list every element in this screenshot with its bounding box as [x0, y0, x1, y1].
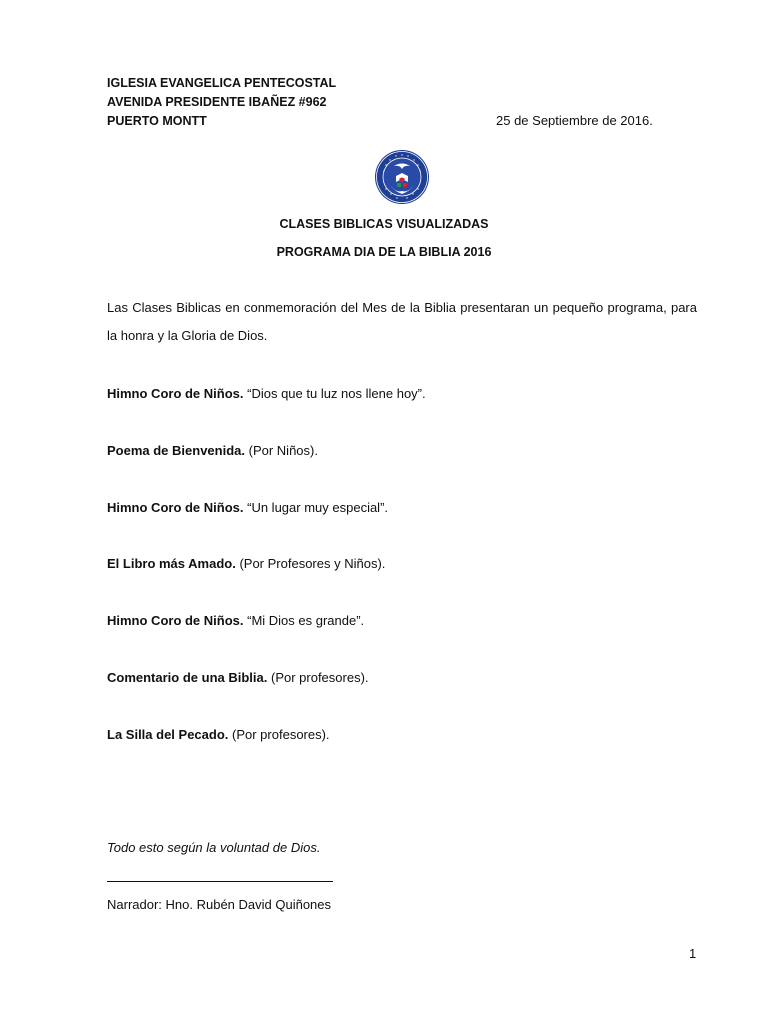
program-item [107, 670, 369, 686]
page-number: 1 [689, 946, 697, 961]
program-item-title: El Libro más Amado. [107, 556, 236, 571]
narrator-line: Narrador: Hno. Rubén David Quiñones [107, 897, 332, 912]
program-item [107, 556, 385, 572]
church-name: IGLESIA EVANGELICA PENTECOSTAL [107, 76, 337, 90]
program-item [107, 613, 364, 629]
title-clases: CLASES BIBLICAS VISUALIZADAS [279, 217, 489, 231]
program-item-detail: (Por profesores). [270, 670, 369, 685]
program-item-detail: (Por Profesores y Niños). [239, 556, 386, 571]
church-address: AVENIDA PRESIDENTE IBAÑEZ #962 [107, 95, 327, 109]
program-item-title: Comentario de una Biblia. [107, 670, 268, 685]
program-item-title: Himno Coro de Niños. [107, 613, 244, 628]
program-item [107, 727, 330, 743]
program-item [107, 443, 318, 459]
program-item-detail: “Un lugar muy especial”. [247, 500, 389, 515]
church-emblem-icon [374, 149, 430, 205]
program-item-title: Himno Coro de Niños. [107, 386, 244, 401]
program-item-detail: “Mi Dios es grande”. [247, 613, 365, 628]
program-item [107, 500, 388, 516]
program-item-detail: (Por profesores). [232, 727, 330, 742]
program-item-detail: “Dios que tu luz nos llene hoy”. [247, 386, 426, 401]
program-item [107, 386, 426, 402]
program-item-title: Poema de Bienvenida. [107, 443, 245, 458]
program-item-title: Himno Coro de Niños. [107, 500, 244, 515]
intro-paragraph: Las Clases Biblicas en conmemoración del Mes de la Biblia presentaran un pequeño programa, para la honra y la Gloria de Dios. [107, 300, 697, 343]
program-item-title: La Silla del Pecado. [107, 727, 229, 742]
closing-line: Todo esto según la voluntad de Dios. [107, 840, 321, 855]
document-date: 25 de Septiembre de 2016. [496, 113, 653, 128]
title-programa: PROGRAMA DIA DE LA BIBLIA 2016 [276, 245, 492, 259]
signature-rule [107, 881, 333, 882]
church-city: PUERTO MONTT [107, 114, 207, 128]
program-item-detail: (Por Niños). [248, 443, 318, 458]
